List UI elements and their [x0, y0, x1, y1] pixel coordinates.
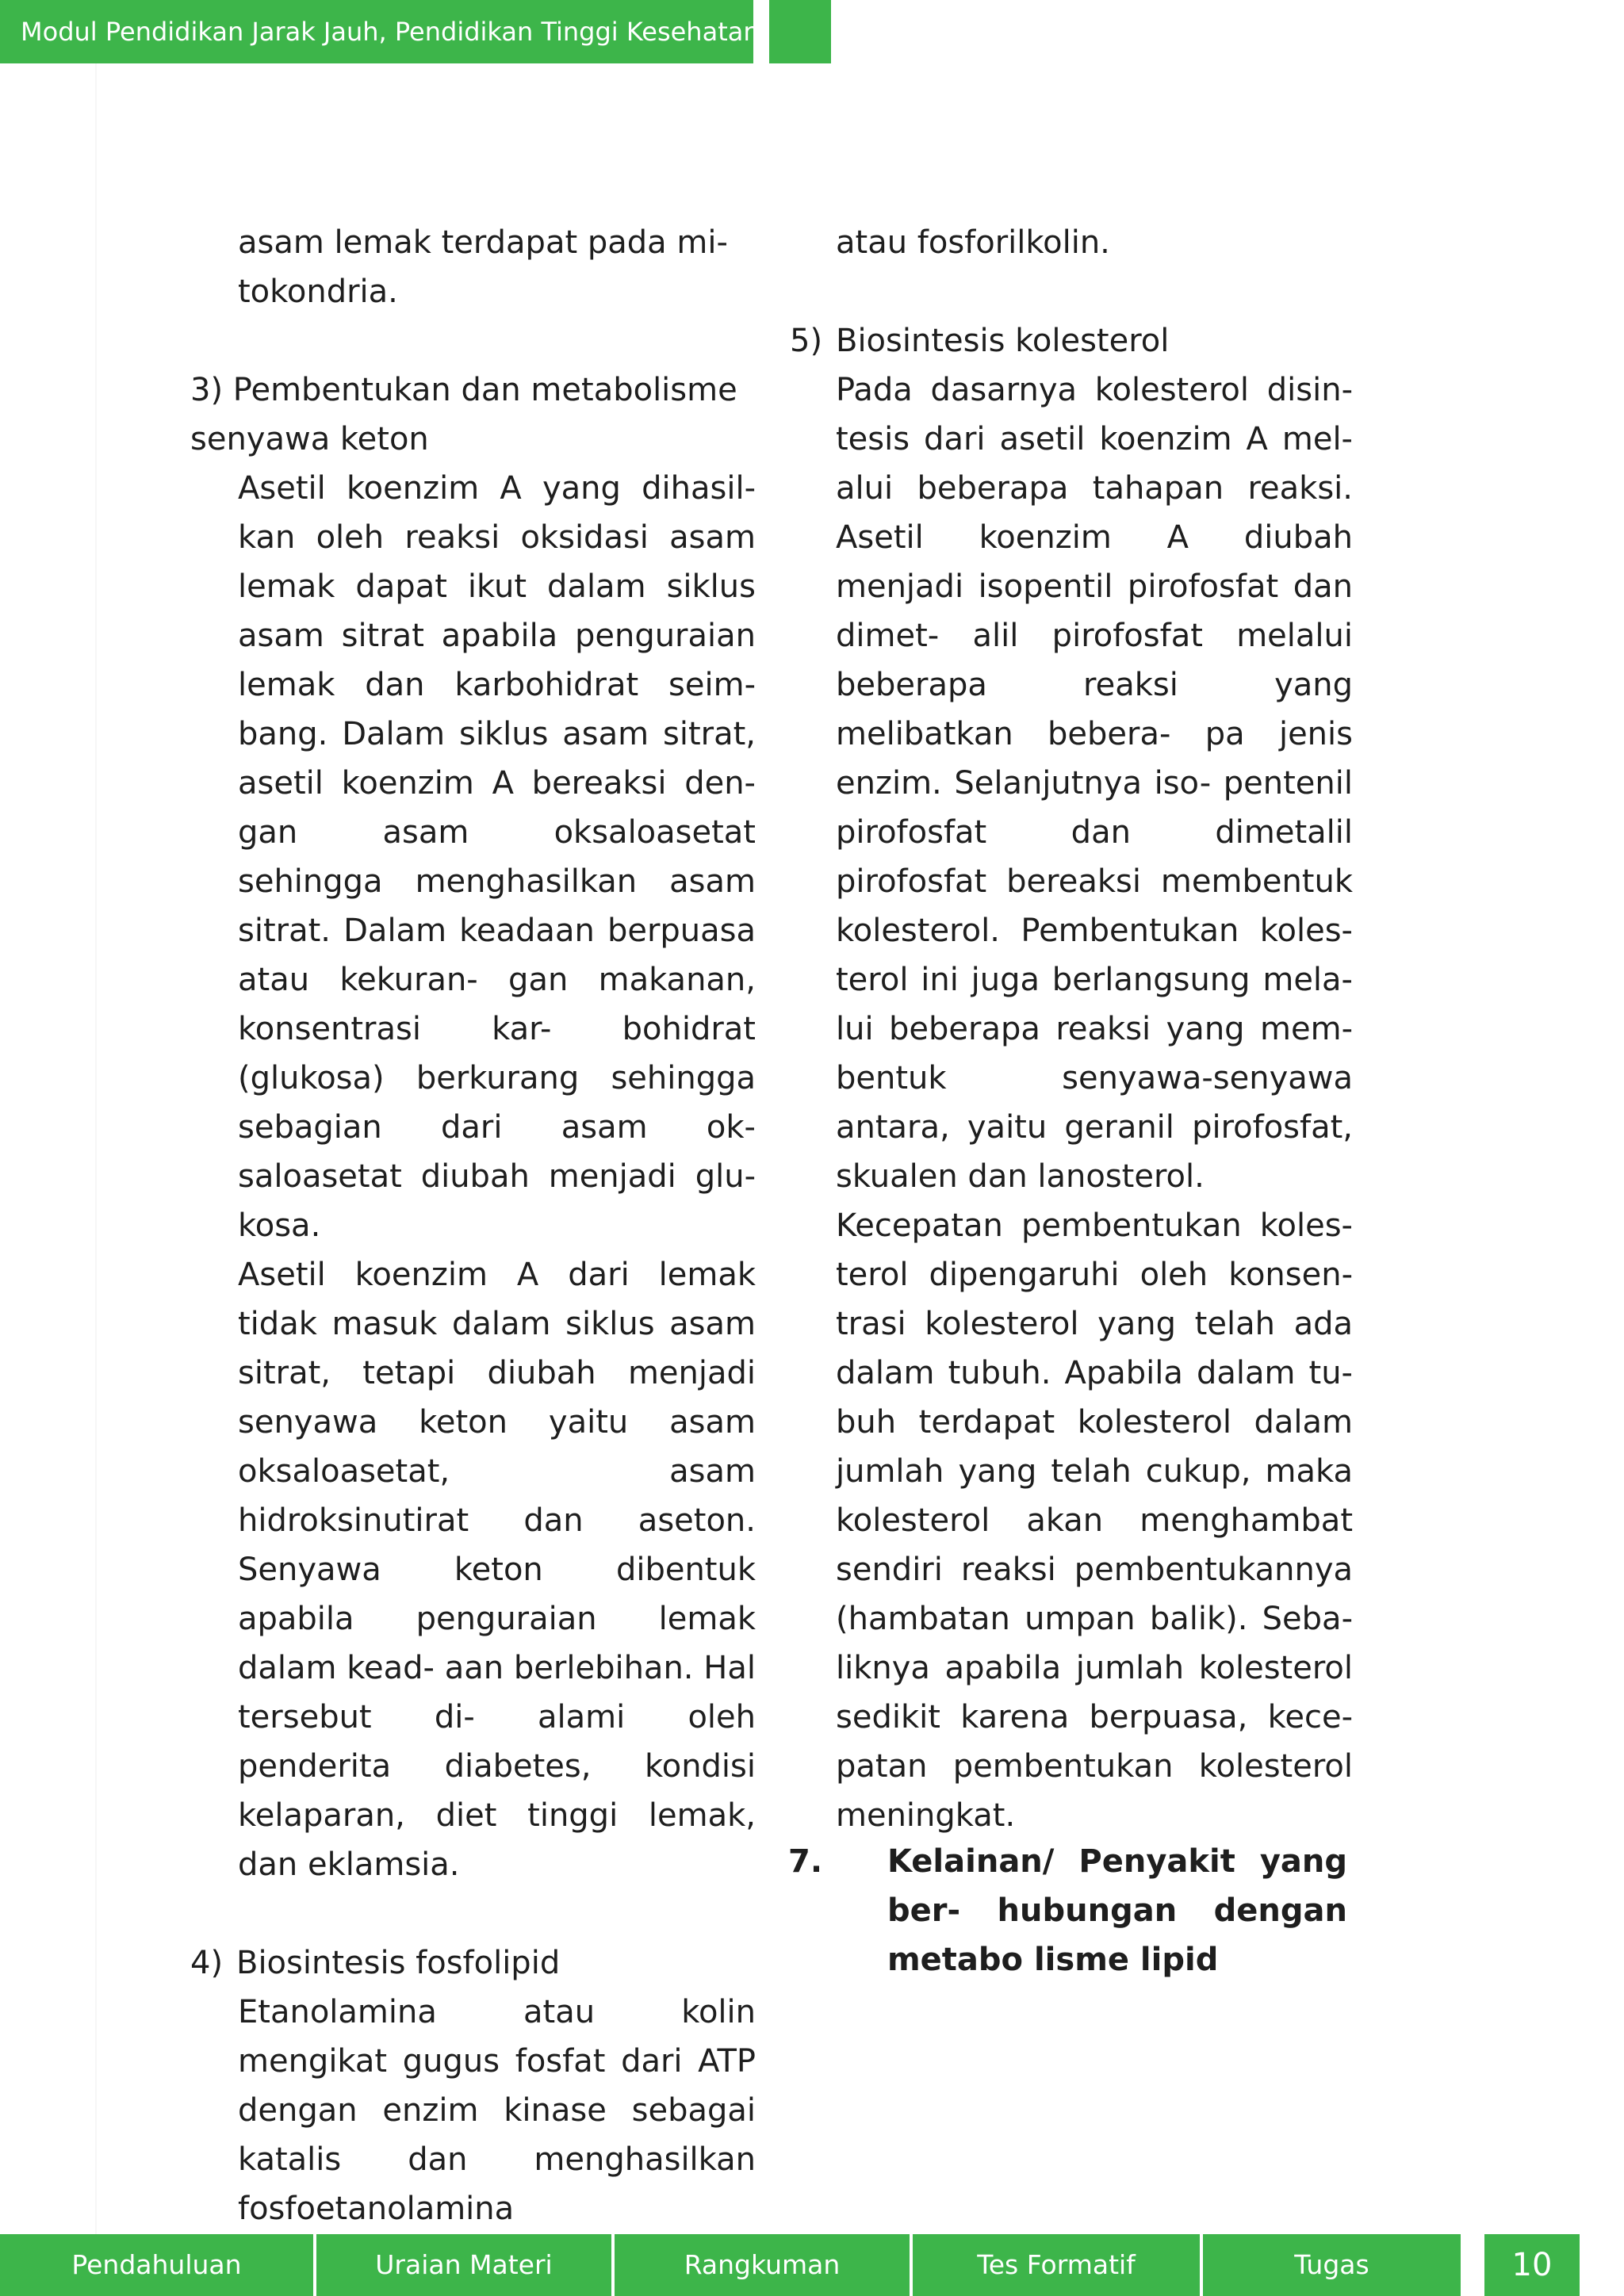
- header-bar: [0, 0, 760, 63]
- section3-paragraph2: Asetil koenzim A dari lemak tidak masuk dalam siklus asam sitrat, tetapi diubah menjadi senyawa keton yaitu asam oksaloasetat, asam hidroksinutirat dan aseton. Senyawa keton dibentuk apabila penguraian lemak dalam kead- aan berlebihan. Hal tersebut di- alami oleh penderita diabetes, kondisi kelaparan, diet tinggi lemak, dan eklamsia.: [238, 1257, 756, 1883]
- nav-rangkuman[interactable]: [615, 2234, 910, 2296]
- section3-heading-line2: senyawa keton: [190, 421, 429, 457]
- section5-number: 5): [790, 323, 823, 359]
- nav-tugas-label: Tugas: [1294, 2249, 1369, 2280]
- nav-tes-formatif[interactable]: [913, 2234, 1200, 2296]
- header-accent-block: [769, 0, 831, 63]
- header-title: Modul Pendidikan Jarak Jauh, Pendidikan Tinggi Kesehatan: [21, 17, 760, 47]
- section5-heading: [790, 316, 1353, 365]
- section5-title: Biosintesis kolesterol: [836, 323, 1170, 359]
- section7-title: Kelainan/ Penyakit yang ber- hubungan dengan metabo lisme lipid: [887, 1843, 1347, 1978]
- section4-heading: [190, 1938, 756, 1988]
- nav-rangkuman-label: Rangkuman: [684, 2249, 841, 2280]
- section3-paragraph1: Asetil koenzim A yang dihasil- kan oleh reaksi oksidasi asam lemak dapat ikut dalam siklus asam sitrat apabila penguraian lemak dan karbohidrat seim- bang. Dalam siklus asam sitrat, asetil koenzim A bereaksi den- gan asam oksaloasetat sehingga menghasilkan asam sitrat. Dalam keadaan berpuasa atau kekuran- gan makanan, konsentrasi kar- bohidrat (glukosa) berkurang sehingga sebagian dari asam ok- saloasetat diubah menjadi glu- kosa.: [238, 470, 756, 1244]
- nav-tes-formatif-label: Tes Formatif: [977, 2249, 1136, 2280]
- nav-pendahuluan-label: Pendahuluan: [71, 2249, 242, 2280]
- section3-heading-line1: 3) Pembentukan dan metabolisme: [190, 372, 737, 408]
- intro-line-2: tokondria.: [238, 274, 398, 310]
- section4-number: 4): [190, 1945, 224, 1981]
- page-edge-shadow: [95, 63, 97, 2236]
- section5-paragraph1: Pada dasarnya kolesterol disin- tesis dari asetil koenzim A mel- alui beberapa tahapan reaksi. Asetil koenzim A diubah menjadi isopentil pirofosfat dan dimet- alil pirofosfat melalui beberapa reaksi yang melibatkan bebera- pa jenis enzim. Selanjutnya iso- pentenil pirofosfat dan dimetalil pirofosfat bereaksi membentuk kolesterol. Pembentukan koles- terol ini juga berlangsung mela- lui beberapa reaksi yang mem- bentuk senyawa-senyawa antara, yaitu geranil pirofosfat, skualen dan lanosterol.: [836, 372, 1353, 1195]
- right-intro-line: atau fosforilkolin.: [836, 224, 1110, 261]
- intro-line-1: asam lemak terdapat pada mi-: [238, 224, 728, 261]
- section4-paragraph: Etanolamina atau kolin mengikat gugus fosfat dari ATP dengan enzim kinase sebagai katalis dan menghasilkan fosfoetanolamina: [238, 1994, 756, 2227]
- nav-uraian-materi-label: Uraian Materi: [375, 2249, 553, 2280]
- nav-uraian-materi[interactable]: [316, 2234, 611, 2296]
- page-number-label: 10: [1511, 2247, 1553, 2283]
- section5-paragraph2: Kecepatan pembentukan koles- terol dipengaruhi oleh konsen- trasi kolesterol yang telah ada dalam tubuh. Apabila dalam tu- buh terdapat kolesterol dalam jumlah yang telah cukup, maka kolesterol akan menghambat sendiri reaksi pembentukannya (hambatan umpan balik). Seba- liknya apabila jumlah kolesterol sedikit karena berpuasa, kece- patan pembentukan kolesterol meningkat.: [836, 1207, 1353, 1834]
- section7-number: 7.: [788, 1843, 823, 1880]
- right-column: [790, 218, 1353, 1840]
- nav-pendahuluan[interactable]: [0, 2234, 313, 2296]
- nav-tugas[interactable]: [1203, 2234, 1461, 2296]
- section4-title: Biosintesis fosfolipid: [236, 1945, 561, 1981]
- left-column: [190, 218, 756, 2233]
- page-number: [1484, 2234, 1580, 2296]
